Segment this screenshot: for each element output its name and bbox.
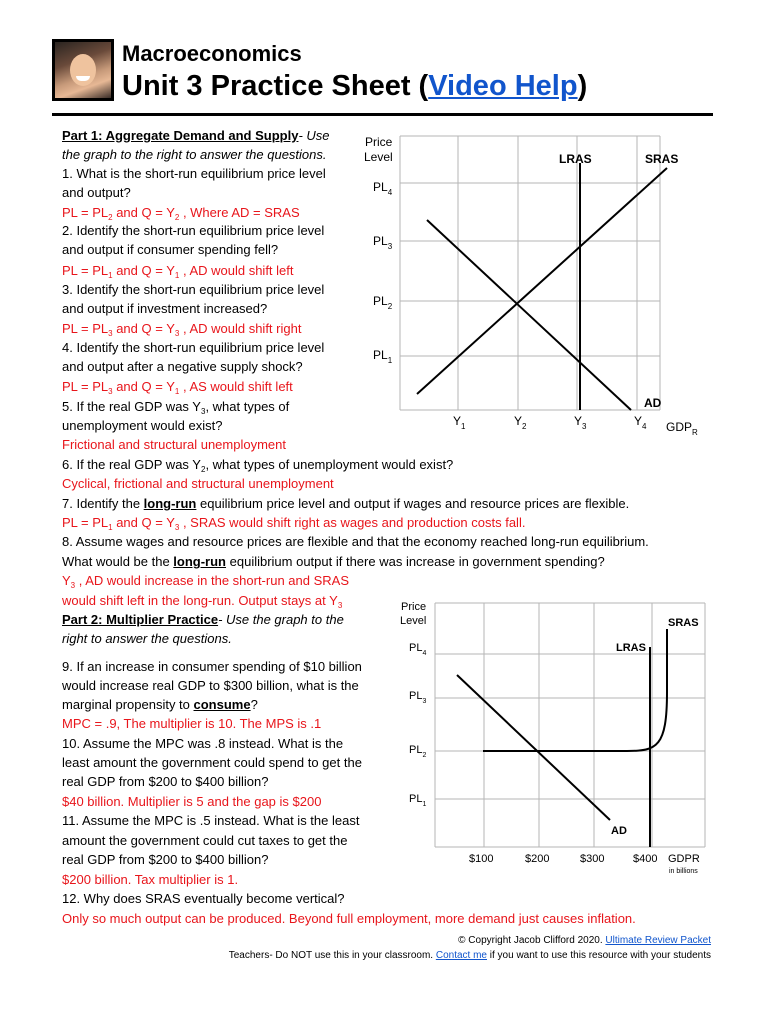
- pl3-label-2: $PL_3$: [409, 690, 427, 705]
- gdp-axis-label: $GDP_R$: [666, 420, 698, 437]
- page-title: [122, 70, 587, 103]
- copyright-line: © Copyright Jacob Clifford 2020. Ultimate Review Packet: [458, 935, 711, 946]
- ad-label-2: AD: [611, 825, 627, 837]
- ad-line-2: [457, 675, 610, 820]
- answer-1: PL = $PL_2$ and $Q = Y_2$ , Where AD = SRAS: [62, 205, 300, 222]
- question-7: 7. Identify the long-run equilibrium price level and output if wages and resource prices are flexible.: [62, 496, 630, 511]
- answer-8-line-2: would shift left in the long-run. Output stays at $Y_3$: [62, 593, 343, 610]
- pl1-label: $PL_1$: [373, 348, 393, 365]
- question-10-line-2: least amount the government could spend to get the: [62, 755, 362, 770]
- contact-me-link[interactable]: Contact me: [435, 950, 487, 961]
- question-2-line-1: 2. Identify the short-run equilibrium price level: [62, 223, 325, 238]
- sras-label-2: SRAS: [668, 617, 699, 629]
- in-billions-label: in billions: [669, 868, 698, 875]
- x-tick-100: $100: [469, 853, 494, 865]
- y1-label: $Y_1$: [453, 414, 466, 431]
- y4-label: $Y_4$: [634, 414, 647, 431]
- question-4-line-1: 4. Identify the short-run equilibrium price level: [62, 340, 325, 355]
- answer-7: PL = $PL_1$ and $Q = Y_3$ , SRAS would shift right as wages and production costs fall.: [62, 515, 526, 532]
- course-name: Macroeconomics: [122, 41, 302, 66]
- sras-line: [417, 168, 667, 394]
- part2-heading-line: [62, 610, 344, 629]
- answer-4: PL = $PL_3$ and $Q = Y_1$ , AS would shift left: [62, 379, 293, 396]
- level-axis-label-2: Level: [400, 615, 427, 627]
- pl3-label: $PL_3$: [373, 234, 393, 251]
- ad-label: AD: [644, 396, 662, 410]
- teachers-notice: Teachers- Do NOT use this in your classroom. Contact me if you want to use this resource with your students: [228, 950, 711, 961]
- answer-5: Frictional and structural unemployment: [62, 437, 286, 452]
- ultimate-review-packet-link[interactable]: Ultimate Review Packet: [605, 935, 711, 946]
- question-9-line-1: 9. If an increase in consumer spending of $10 billion: [62, 659, 362, 674]
- level-axis-label: Level: [364, 150, 393, 164]
- question-5-line-1: 5. If the real GDP was $Y_3$, what types of: [62, 399, 290, 416]
- pl2-label-2: $PL_2$: [409, 744, 427, 759]
- question-1-line-1: 1. What is the short-run equilibrium price level: [62, 166, 326, 181]
- multiplier-graph: [395, 597, 730, 879]
- lras-label: LRAS: [559, 152, 592, 166]
- question-11-line-1: 11. Assume the MPC is .5 instead. What is the least: [62, 813, 360, 828]
- question-4-line-2: and output after a negative supply shock?: [62, 359, 303, 374]
- x-tick-300: $300: [580, 853, 605, 865]
- question-3-line-2: and output if investment increased?: [62, 301, 268, 316]
- question-2-line-2: and output if consumer spending fell?: [62, 242, 279, 257]
- y2-label: $Y_2$: [514, 414, 527, 431]
- part2-instructions: - Use the graph to the: [218, 612, 344, 627]
- x-tick-400: $400: [633, 853, 658, 865]
- question-9-line-3: marginal propensity to consume?: [62, 697, 258, 712]
- question-5-line-2: unemployment would exist?: [62, 418, 223, 433]
- price-axis-label: Price: [365, 135, 393, 149]
- title-suffix: ): [577, 70, 588, 102]
- y3-label: $Y_3$: [574, 414, 587, 431]
- question-8-line-2: What would be the long-run equilibrium output if there was increase in government spending?: [62, 554, 605, 569]
- lras-label-2: LRAS: [616, 642, 646, 654]
- graph1-grid: [400, 136, 660, 410]
- pl4-label: $PL_4$: [373, 180, 393, 197]
- answer-9: MPC = .9, The multiplier is 10. The MPS is .1: [62, 716, 322, 731]
- question-6: 6. If the real GDP was $Y_2$, what types of unemployment would exist?: [62, 457, 454, 474]
- header-divider: [52, 113, 713, 116]
- answer-11: $200 billion. Tax multiplier is 1.: [62, 872, 239, 887]
- part2-instructions-2: right to answer the questions.: [62, 631, 232, 646]
- ad-as-graph: [355, 128, 720, 450]
- answer-3: PL = $PL_3$ and $Q = Y_3$ , AD would shift right: [62, 321, 302, 338]
- sras-label: SRAS: [645, 152, 679, 166]
- author-photo: [52, 39, 114, 101]
- question-3-line-1: 3. Identify the short-run equilibrium price level: [62, 282, 325, 297]
- part1-heading-line: [62, 126, 330, 145]
- part1-instructions-2: the graph to the right to answer the questions.: [62, 147, 327, 162]
- answer-12: Only so much output can be produced. Beyond full employment, more demand just causes inflation.: [62, 911, 636, 926]
- answer-6: Cyclical, frictional and structural unemployment: [62, 476, 334, 491]
- pl4-label-2: $PL_4$: [409, 642, 427, 657]
- gdpr-axis-label: GDPR: [668, 853, 700, 865]
- part1-heading: Part 1: Aggregate Demand and Supply: [62, 128, 299, 143]
- question-12: 12. Why does SRAS eventually become vertical?: [62, 891, 345, 906]
- question-11-line-2: amount the government could cut taxes to get the: [62, 833, 348, 848]
- author-face: [70, 54, 96, 86]
- pl2-label: $PL_2$: [373, 294, 393, 311]
- part2-heading: Part 2: Multiplier Practice: [62, 612, 219, 627]
- answer-10: $40 billion. Multiplier is 5 and the gap is $200: [62, 794, 322, 809]
- answer-8-line-1: $Y_3$ , AD would increase in the short-run and SRAS: [62, 573, 349, 590]
- question-9-line-2: would increase real GDP to $300 billion, what is the: [62, 678, 359, 693]
- question-10-line-3: real GDP from $200 to $400 billion?: [62, 774, 269, 789]
- pl1-label-2: $PL_1$: [409, 793, 427, 808]
- title-prefix: Unit 3 Practice Sheet (: [122, 70, 429, 102]
- answer-2: PL = $PL_1$ and $Q = Y_1$ , AD would shift left: [62, 263, 294, 280]
- question-11-line-3: real GDP from $200 to $400 billion?: [62, 852, 269, 867]
- question-8-line-1: 8. Assume wages and resource prices are flexible and that the economy reached long-run equilibrium.: [62, 534, 649, 549]
- x-tick-200: $200: [525, 853, 550, 865]
- part1-instructions: - Use: [298, 128, 330, 143]
- question-10-line-1: 10. Assume the MPC was .8 instead. What is the: [62, 736, 344, 751]
- video-help-link[interactable]: Video Help: [428, 70, 578, 102]
- question-1-line-2: and output?: [62, 185, 131, 200]
- price-axis-label-2: Price: [401, 601, 427, 613]
